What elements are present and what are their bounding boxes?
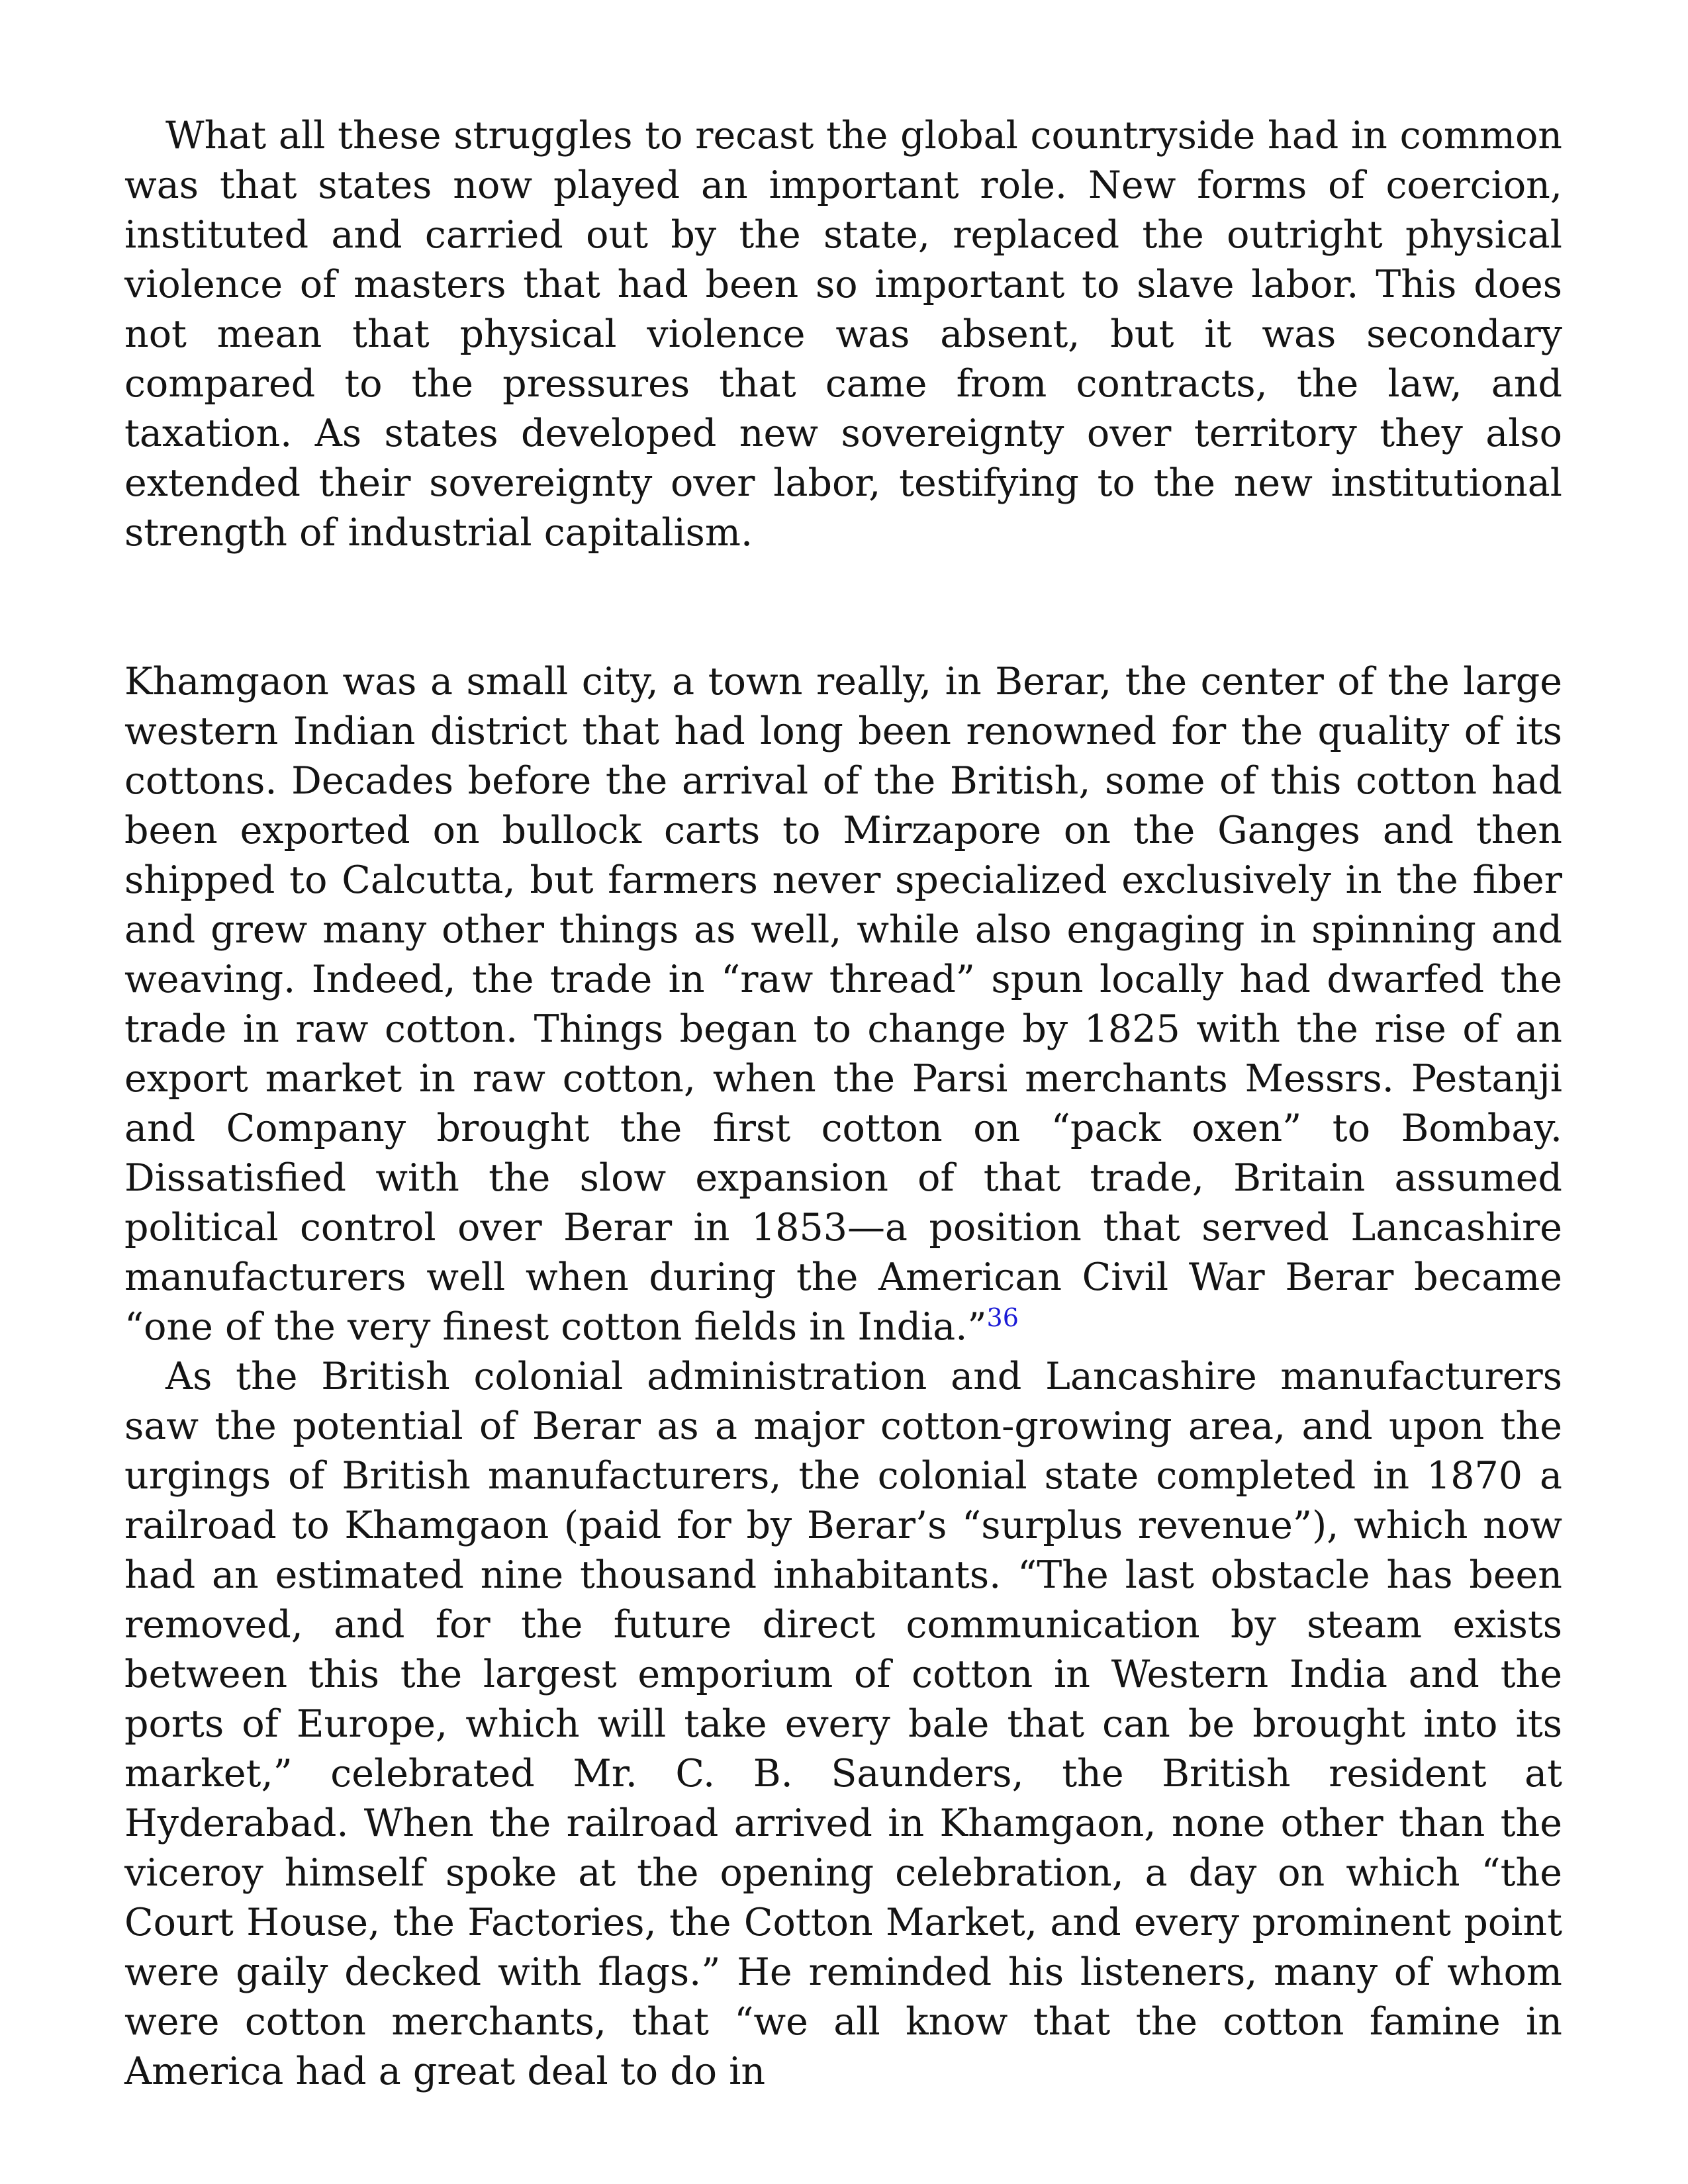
paragraph-states-coercion: What all these struggles to recast the global countryside had in common was that states now played an important role. New forms of coercion, instituted and carried out by the state, replaced the outright physical violence of masters that had been so important to slave labor. This does not mean that physical violence was absent, but it was secondary compared to the pressures that came from contracts, the law, and taxation. As states developed new sovereignty over territory they also extended their sovereignty over labor, testifying to the new institutional strength of industrial capitalism.: [124, 114, 1562, 555]
paragraph-khamgaon-text: Khamgaon was a small city, a town really, in Berar, the center of the large western Indian district that had long been renowned for the quality of its cottons. Decades before the arrival of the British, some of this cotton had been exported on bullock carts to Mirzapore on the Ganges and then shipped to Calcutta, but farmers never specialized exclusively in the fiber and grew many other things as well, while also engaging in spinning and weaving. Indeed, the trade in “raw thread” spun locally had dwarfed the trade in raw cotton. Things began to change by 1825 with the rise of an export market in raw cotton, when the Parsi merchants Messrs. Pestanji and Company brought the first cotton on “pack oxen” to Bombay. Dissatisfied with the slow expansion of that trade, Britain assumed political control over Berar in 1853—a position that served Lancashire manufacturers well when during the American Civil War Berar became “one of the very finest cotton fields in India.”: [124, 660, 1562, 1349]
paragraph-khamgaon-berar: [124, 657, 1562, 1352]
footnote-link-36[interactable]: 36: [986, 1303, 1019, 1332]
page-body: [124, 111, 1562, 2097]
paragraph-railroad-khamgaon: As the British colonial administration and Lancashire manufacturers saw the potential of Berar as a major cotton-growing area, and upon the urgings of British manufacturers, the colonial state completed in 1870 a railroad to Khamgaon (paid for by Berar’s “surplus revenue”), which now had an estimated nine thousand inhabitants. “The last obstacle has been removed, and for the future direct communication by steam exists between this the largest emporium of cotton in Western India and the ports of Europe, which will take every bale that can be brought into its market,” celebrated Mr. C. B. Saunders, the British resident at Hyderabad. When the railroad arrived in Khamgaon, none other than the viceroy himself spoke at the opening celebration, a day on which “the Court House, the Factories, the Cotton Market, and every prominent point were gaily decked with flags.” He reminded his listeners, many of whom were cotton merchants, that “we all know that the cotton famine in America had a great deal to do in: [124, 1355, 1562, 2093]
